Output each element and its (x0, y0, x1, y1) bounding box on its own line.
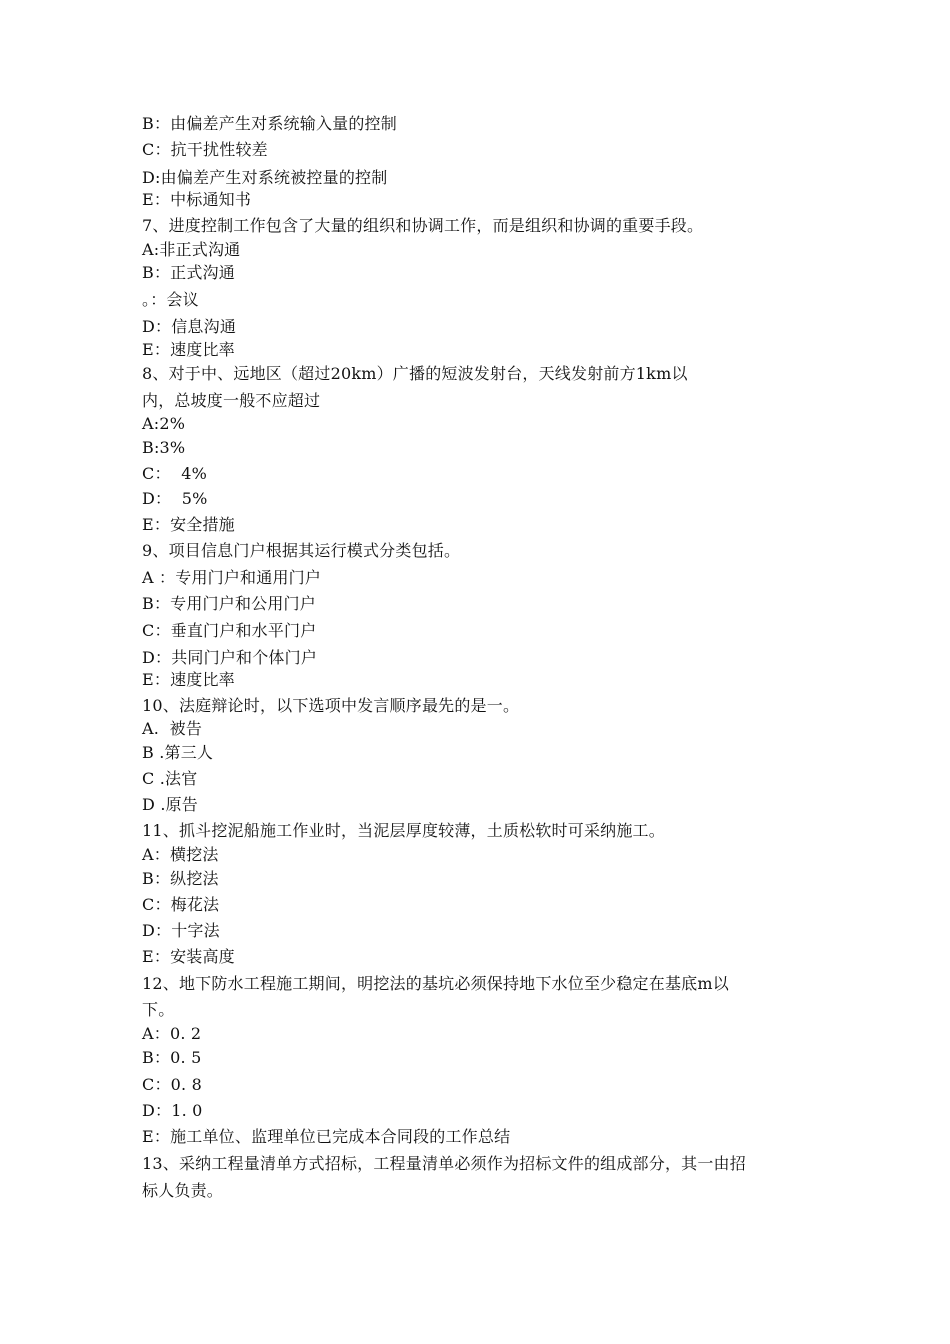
question-9: 9、项目信息门户根据其运行模式分类包括。 (142, 541, 461, 560)
option-d-q11: D：十字法 (142, 921, 220, 940)
question-7: 7、进度控制工作包含了大量的组织和协调工作，而是组织和协调的重要手段。 (142, 216, 704, 235)
option-d-q10: D .原告 (142, 795, 199, 814)
option-c-q6: C：抗干扰性较差 (142, 140, 268, 159)
option-b-q7: B：正式沟通 (142, 263, 235, 282)
option-d-q8: D： 5% (142, 489, 208, 508)
option-b-q9: B：专用门户和公用门户 (142, 594, 316, 613)
option-a-q11: A：横挖法 (142, 845, 219, 864)
option-b-q12: B：0. 5 (142, 1048, 202, 1067)
question-12-line1: 12、地下防水工程施工期间，明挖法的基坑必须保持地下水位至少稳定在基底m以 (142, 974, 729, 993)
option-e-q9: E：速度比率 (142, 670, 235, 689)
option-d-q6: D:由偏差产生对系统被控量的控制 (142, 168, 388, 187)
option-e-q7: E：速度比率 (142, 340, 235, 359)
option-a-q12: A：0. 2 (142, 1024, 202, 1043)
option-b-q6: B：由偏差产生对系统输入量的控制 (142, 114, 397, 133)
question-11: 11、抓斗挖泥船施工作业时，当泥层厚度较薄，土质松软时可采纳施工。 (142, 821, 665, 840)
option-a-q10: A. 被告 (142, 719, 203, 738)
option-c-q8: C： 4% (142, 464, 207, 483)
question-12-line2: 下。 (142, 1000, 175, 1019)
option-b-q8: B:3% (142, 438, 186, 457)
option-d-q7: D：信息沟通 (142, 317, 237, 336)
option-d-q12: D：1. 0 (142, 1101, 203, 1120)
option-c-q9: C：垂直门户和水平门户 (142, 621, 317, 640)
option-c-q12: C：0. 8 (142, 1075, 202, 1094)
option-a-q7: A:非正式沟通 (142, 240, 241, 259)
option-e-q12: E：施工单位、监理单位已完成本合同段的工作总结 (142, 1127, 511, 1146)
question-8-line2: 内，总坡度一般不应超过 (142, 391, 321, 410)
option-c-q7: 。：会议 (142, 290, 199, 309)
option-b-q10: B .第三人 (142, 743, 214, 762)
option-e-q8: E：安全措施 (142, 515, 235, 534)
question-13-line2: 标人负责。 (142, 1181, 224, 1200)
option-d-q9: D：共同门户和个体门户 (142, 648, 318, 667)
option-e-q6: E：中标通知书 (142, 190, 252, 209)
option-c-q11: C：梅花法 (142, 895, 220, 914)
option-a-q9: A ：专用门户和通用门户 (142, 568, 322, 587)
option-a-q8: A:2% (142, 414, 186, 433)
question-10: 10、法庭辩论时，以下选项中发言顺序最先的是一。 (142, 696, 520, 715)
option-e-q11: E：安装高度 (142, 947, 235, 966)
question-8-line1: 8、对于中、远地区（超过20km）广播的短波发射台，天线发射前方1km以 (142, 364, 688, 383)
option-b-q11: B：纵挖法 (142, 869, 219, 888)
option-c-q10: C .法官 (142, 769, 198, 788)
question-13-line1: 13、采纳工程量清单方式招标，工程量清单必须作为招标文件的组成部分，其一由招 (142, 1154, 746, 1173)
